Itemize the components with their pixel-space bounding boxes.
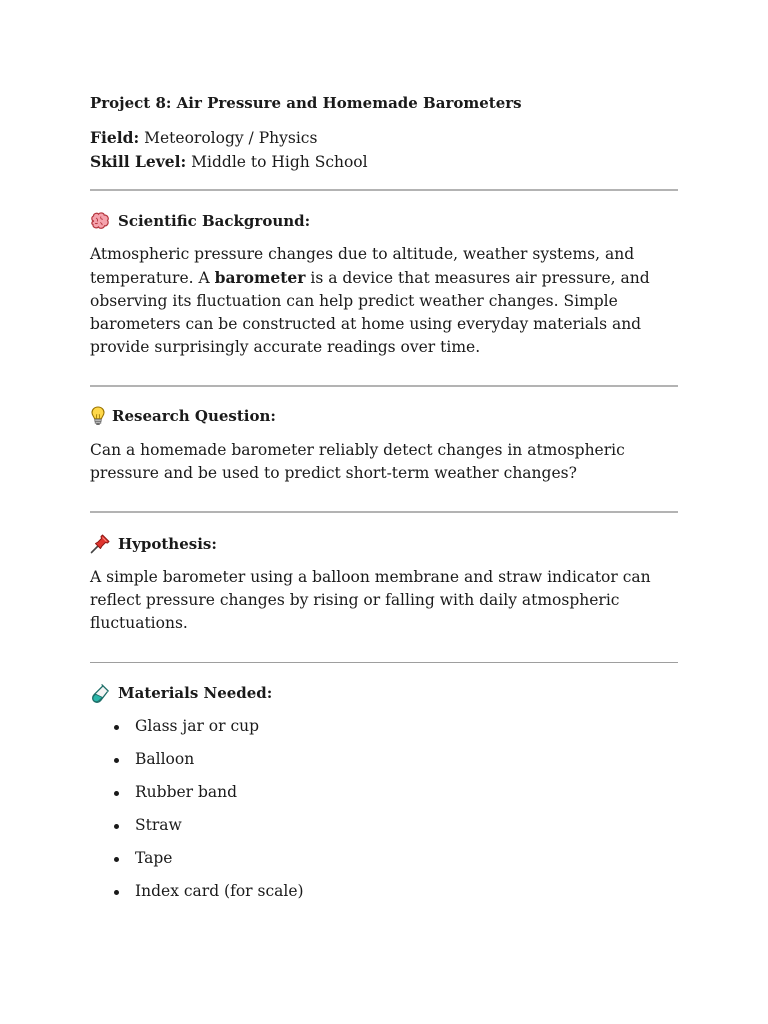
bullet-icon xyxy=(114,824,119,829)
skill-level-label: Skill Level: xyxy=(90,152,187,171)
material-label: Tape xyxy=(135,849,173,867)
hypothesis-text: A simple barometer using a balloon membrane and straw indicator can reflect pressure changes by rising or falling with daily atmospheric fluctuations. xyxy=(90,568,651,632)
hypothesis-heading xyxy=(90,533,678,555)
test-tube-icon xyxy=(90,683,110,703)
material-label: Glass jar or cup xyxy=(135,717,260,735)
material-label: Balloon xyxy=(135,750,195,768)
list-item xyxy=(90,715,678,748)
material-label: Rubber band xyxy=(135,783,238,801)
research-question-title: Research Question: xyxy=(112,407,276,425)
bullet-icon xyxy=(114,857,119,862)
section-divider xyxy=(90,511,678,513)
scientific-background-heading xyxy=(90,210,678,232)
list-item xyxy=(90,748,678,781)
pushpin-icon xyxy=(90,534,110,554)
lightbulb-icon xyxy=(90,406,106,426)
list-item xyxy=(90,880,678,913)
scientific-background-title: Scientific Background: xyxy=(118,212,311,230)
skill-level-line xyxy=(90,150,678,174)
bullet-icon xyxy=(114,791,119,796)
materials-needed-heading xyxy=(90,682,678,704)
field-label: Field: xyxy=(90,128,140,147)
list-item xyxy=(90,814,678,847)
scientific-background-text xyxy=(90,243,678,359)
background-text-start: Atmospheric pressure changes due to altitude, weather systems, and temperature. A xyxy=(90,245,635,287)
materials-list xyxy=(90,715,678,913)
section-divider xyxy=(90,189,678,191)
section-divider xyxy=(90,385,678,387)
brain-icon xyxy=(90,211,110,231)
materials-needed-title: Materials Needed: xyxy=(118,684,273,702)
research-question-text: Can a homemade barometer reliably detect changes in atmospheric pressure and be used to predict short-term weather changes? xyxy=(90,441,625,482)
material-label: Index card (for scale) xyxy=(135,882,304,900)
field-line xyxy=(90,126,678,150)
project-title: Project 8: Air Pressure and Homemade Barometers xyxy=(90,94,522,112)
bullet-icon xyxy=(114,725,119,730)
hypothesis-title: Hypothesis: xyxy=(118,535,217,553)
material-label: Straw xyxy=(135,816,182,834)
barometer-term: barometer xyxy=(214,268,306,287)
bullet-icon xyxy=(114,890,119,895)
research-question-heading xyxy=(90,405,678,427)
project-content xyxy=(90,92,678,913)
list-item xyxy=(90,847,678,880)
section-divider xyxy=(90,662,678,663)
bullet-icon xyxy=(114,758,119,763)
list-item xyxy=(90,781,678,814)
skill-level-value: Middle to High School xyxy=(191,153,368,171)
field-value: Meteorology / Physics xyxy=(144,129,318,147)
background-text-end: is a device that measures air pressure, and observing its fluctuation can help predict weather changes. Simple barometers can be constructed at home using everyday materials and provide surprisingly accurate readings over time. xyxy=(90,269,650,356)
